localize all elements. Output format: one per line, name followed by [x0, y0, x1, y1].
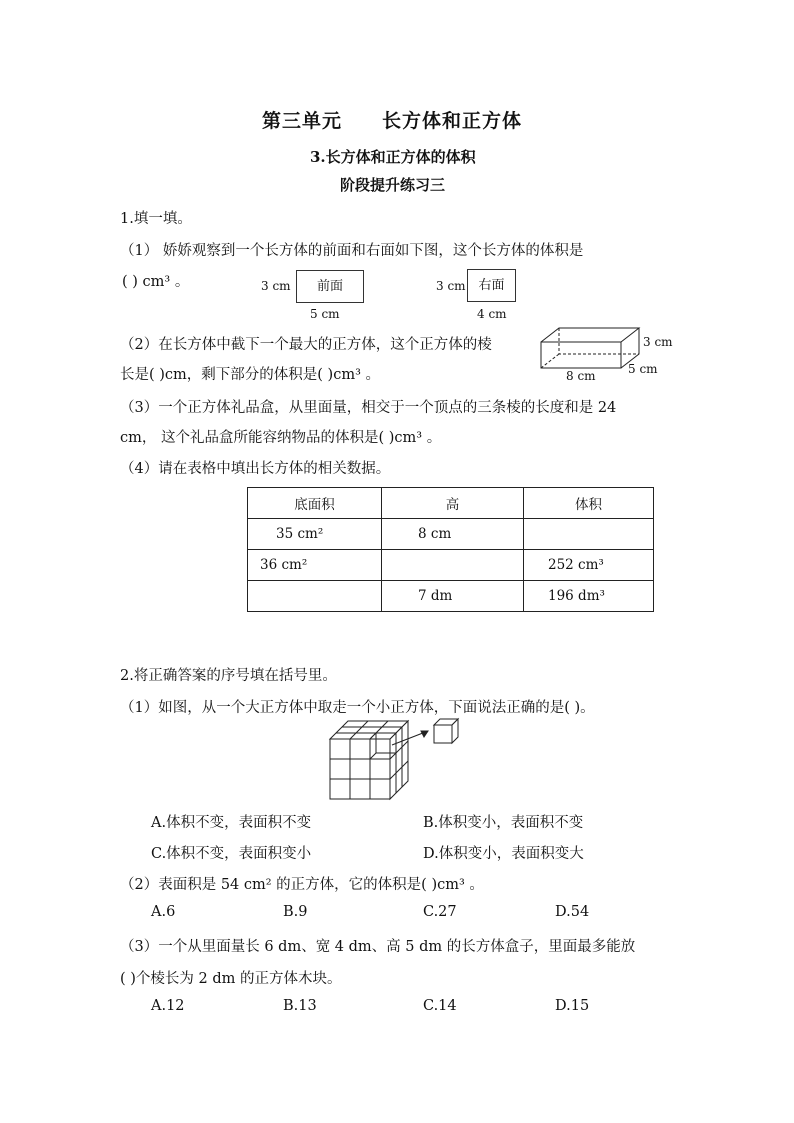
chapter-title: 长方体和正方体	[382, 110, 523, 132]
table-cell: 35 cm²	[248, 519, 382, 550]
q2-part1-line1: （1）如图，从一个大正方体中取走一个小正方体，下面说法正确的是( )。	[120, 700, 595, 716]
q2-part2-option-c[interactable]: C.27	[423, 904, 457, 920]
q2-part1-option-c[interactable]: C.体积不变，表面积变小	[151, 846, 312, 862]
table-row	[248, 581, 654, 612]
q2-heading: 2.将正确答案的序号填在括号里。	[120, 668, 337, 684]
practice-title: 阶段提升练习三	[340, 176, 446, 194]
cuboid-length-label: 8 cm	[566, 369, 596, 383]
right-height-label: 3 cm	[436, 279, 466, 293]
q1-part3-line2: cm， 这个礼品盒所能容纳物品的体积是( )cm³ 。	[120, 430, 442, 446]
table-row	[248, 550, 654, 581]
table-cell: 8 cm	[382, 519, 524, 550]
cuboid-height-label: 3 cm	[643, 335, 673, 349]
table-cell-blank[interactable]	[524, 519, 654, 550]
front-height-label: 3 cm	[261, 279, 291, 293]
front-face-label: 前面	[316, 279, 343, 294]
q2-part2-option-d[interactable]: D.54	[555, 904, 590, 920]
table-header-cell: 体积	[524, 488, 654, 519]
table-header-row	[248, 488, 654, 519]
right-face-label: 右面	[478, 278, 505, 293]
front-width-label: 5 cm	[310, 307, 340, 321]
q2-part3-line1: （3）一个从里面量长 6 dm、宽 4 dm、高 5 dm 的长方体盒子，里面最多能放	[120, 939, 636, 955]
right-width-label: 4 cm	[477, 307, 507, 321]
table-row	[248, 519, 654, 550]
table-header-cell: 高	[382, 488, 524, 519]
q2-part3-option-b[interactable]: B.13	[283, 998, 317, 1014]
q2-part3-option-a[interactable]: A.12	[151, 998, 185, 1014]
q1-part2-line1: （2）在长方体中截下一个最大的正方体，这个正方体的棱	[120, 337, 492, 353]
q1-part1-line1: （1） 娇娇观察到一个长方体的前面和右面如下图，这个长方体的体积是	[120, 243, 584, 259]
q2-part2-option-a[interactable]: A.6	[151, 904, 176, 920]
q2-part3-option-c[interactable]: C.14	[423, 998, 457, 1014]
q2-part3-line2: ( )个棱长为 2 dm 的正方体木块。	[120, 971, 342, 987]
q2-part3-option-d[interactable]: D.15	[555, 998, 590, 1014]
q1-part2-line2: 长是( )cm，剩下部分的体积是( )cm³ 。	[120, 367, 381, 383]
q1-part1-line2: ( ) cm³ 。	[122, 274, 190, 290]
q2-part2-line1: （2）表面积是 54 cm² 的正方体，它的体积是( )cm³ 。	[120, 877, 484, 893]
table-header-cell: 底面积	[248, 488, 382, 519]
q2-part1-option-d[interactable]: D.体积变小，表面积变大	[423, 846, 584, 862]
q2-part2-option-b[interactable]: B.9	[283, 904, 308, 920]
table-cell: 196 dm³	[524, 581, 654, 612]
q1-part3-line1: （3）一个正方体礼品盒，从里面量，相交于一个顶点的三条棱的长度和是 24	[120, 400, 617, 416]
cube-removal-figure	[328, 715, 468, 801]
table-cell-blank[interactable]	[248, 581, 382, 612]
table-cell: 7 dm	[382, 581, 524, 612]
q1-heading: 1.填一填。	[120, 211, 192, 227]
table-cell-blank[interactable]	[382, 550, 524, 581]
q2-part1-option-a[interactable]: A.体积不变，表面积不变	[151, 815, 312, 831]
unit-title: 第三单元	[262, 110, 343, 132]
table-cell: 36 cm²	[248, 550, 382, 581]
front-face-rect	[296, 270, 364, 303]
q1-part4-line1: （4）请在表格中填出长方体的相关数据。	[120, 461, 391, 477]
cuboid-figure	[537, 322, 687, 380]
cuboid-data-table	[247, 487, 654, 612]
right-face-rect	[467, 269, 516, 302]
section-title: 3.长方体和正方体的体积	[310, 148, 476, 166]
table-cell: 252 cm³	[524, 550, 654, 581]
q2-part1-option-b[interactable]: B.体积变小，表面积不变	[423, 815, 584, 831]
cuboid-width-label: 5 cm	[628, 362, 658, 376]
